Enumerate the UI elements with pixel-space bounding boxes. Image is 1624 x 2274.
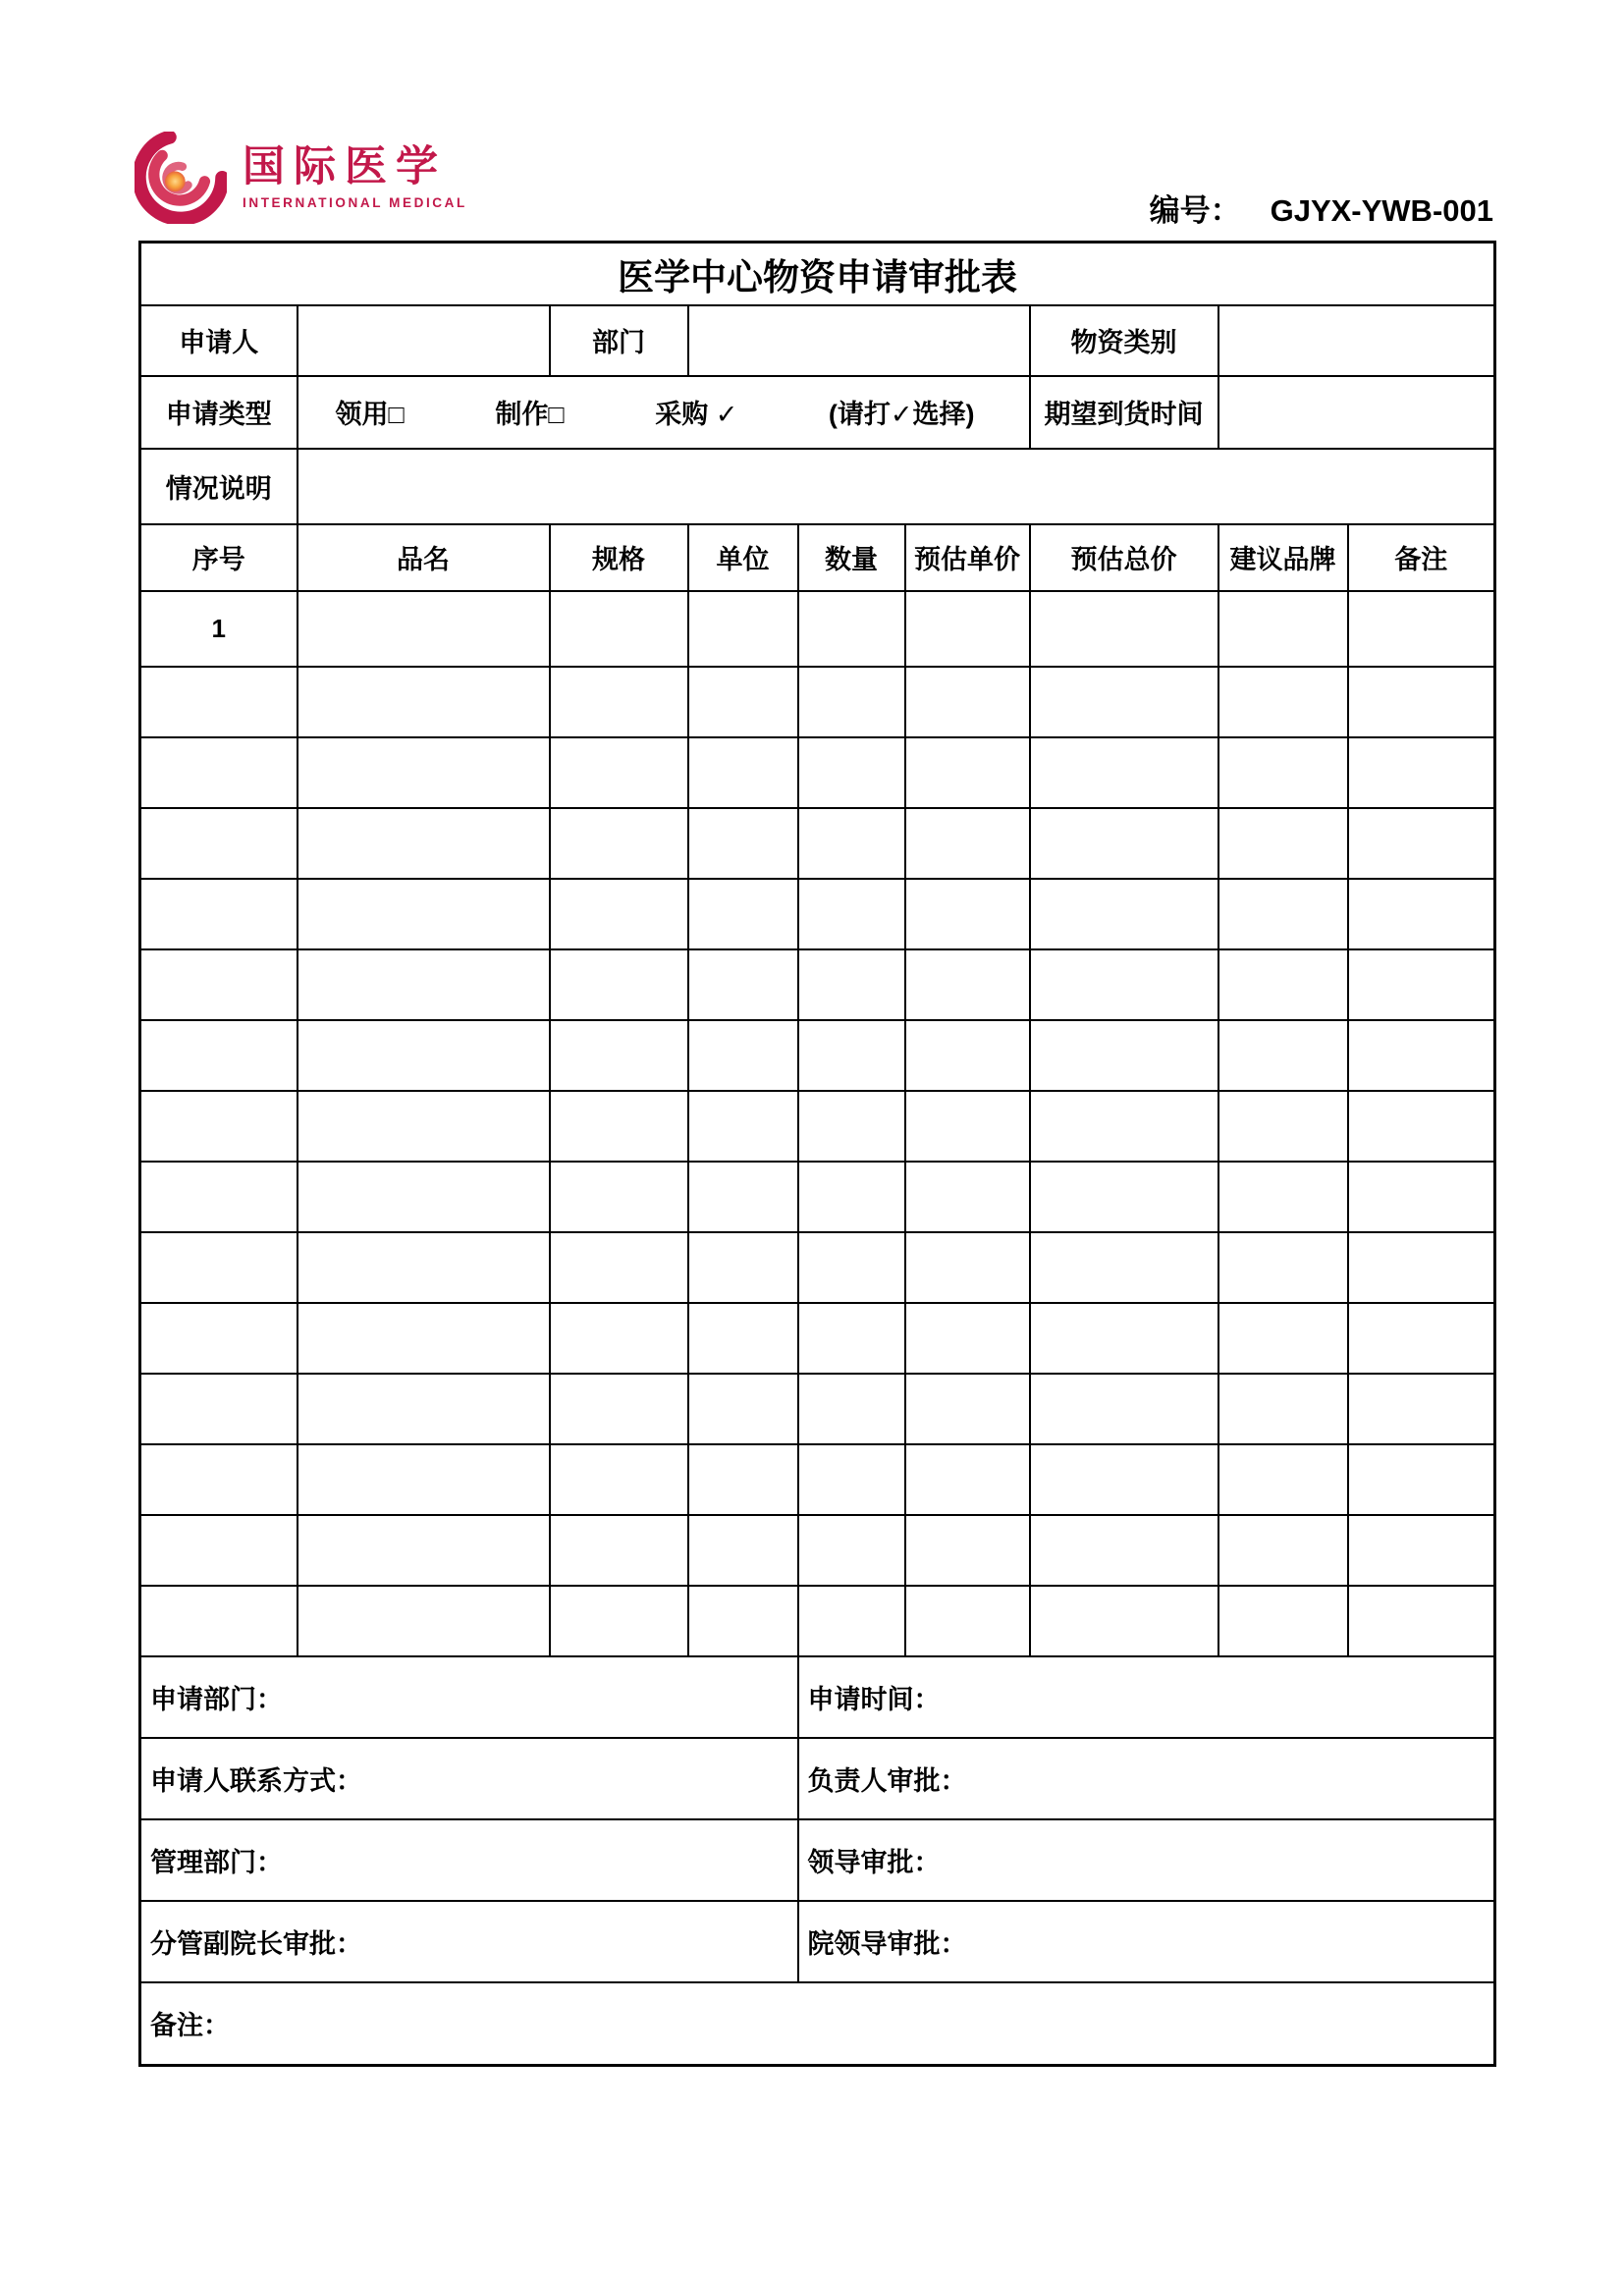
empty-cell	[298, 949, 550, 1020]
item-index-cell: 1	[140, 591, 298, 667]
empty-cell	[1218, 1303, 1348, 1374]
col-header-spec: 规格	[550, 524, 688, 591]
empty-cell	[1348, 1020, 1495, 1091]
empty-cell	[140, 1374, 298, 1444]
type-option-purchase-checked: 采购 ✓	[655, 400, 738, 429]
item-row	[140, 1444, 1495, 1515]
item-row	[140, 667, 1495, 737]
empty-cell	[688, 949, 798, 1020]
empty-cell	[798, 1444, 905, 1515]
empty-cell	[1218, 949, 1348, 1020]
empty-cell	[550, 1586, 688, 1656]
empty-cell	[1030, 1374, 1218, 1444]
empty-cell	[798, 808, 905, 879]
empty-cell	[798, 1091, 905, 1162]
col-header-unit: 单位	[688, 524, 798, 591]
empty-cell	[798, 879, 905, 949]
empty-cell	[688, 1444, 798, 1515]
empty-cell	[1030, 1586, 1218, 1656]
logo	[135, 132, 467, 224]
form-title-row	[140, 243, 1495, 305]
col-header-index: 序号	[140, 524, 298, 591]
empty-cell	[1348, 667, 1495, 737]
empty-cell	[688, 1232, 798, 1303]
empty-cell	[1030, 1515, 1218, 1586]
empty-cell	[1348, 1232, 1495, 1303]
empty-cell	[1030, 667, 1218, 737]
empty-cell	[688, 737, 798, 808]
empty-cell	[798, 1374, 905, 1444]
empty-cell	[1218, 1162, 1348, 1232]
empty-cell	[550, 1232, 688, 1303]
situation-label: 情况说明	[140, 449, 298, 524]
empty-cell	[798, 737, 905, 808]
empty-cell	[1030, 1020, 1218, 1091]
empty-cell	[298, 1586, 550, 1656]
empty-cell	[298, 808, 550, 879]
empty-cell	[1218, 808, 1348, 879]
empty-cell	[798, 1162, 905, 1232]
doc-number	[1150, 186, 1493, 230]
empty-cell	[140, 1586, 298, 1656]
info-row-request-type	[140, 376, 1495, 449]
manager-approval-label: 负责人审批：	[798, 1738, 1495, 1819]
col-header-name: 品名	[298, 524, 550, 591]
item-row	[140, 1232, 1495, 1303]
item-row	[140, 808, 1495, 879]
empty-cell	[298, 591, 550, 667]
logo-name-en: INTERNATIONAL MEDICAL	[243, 194, 467, 210]
empty-cell	[1218, 591, 1348, 667]
empty-cell	[798, 1020, 905, 1091]
empty-cell	[298, 737, 550, 808]
empty-cell	[550, 879, 688, 949]
empty-cell	[688, 667, 798, 737]
empty-cell	[905, 1091, 1030, 1162]
empty-cell	[688, 1303, 798, 1374]
empty-cell	[688, 808, 798, 879]
info-row-situation	[140, 449, 1495, 524]
empty-cell	[140, 1232, 298, 1303]
item-row	[140, 1586, 1495, 1656]
empty-cell	[905, 667, 1030, 737]
empty-cell	[1218, 879, 1348, 949]
empty-cell	[905, 1303, 1030, 1374]
footer-row-admin	[140, 1819, 1495, 1901]
empty-cell	[298, 879, 550, 949]
empty-cell	[1348, 1091, 1495, 1162]
col-header-remark: 备注	[1348, 524, 1495, 591]
empty-cell	[1030, 1303, 1218, 1374]
expected-arrival-value-cell	[1218, 376, 1495, 449]
item-row	[140, 737, 1495, 808]
request-type-options-cell	[298, 376, 1030, 449]
empty-cell	[140, 667, 298, 737]
empty-cell	[140, 1020, 298, 1091]
applicant-value-cell	[298, 305, 550, 376]
empty-cell	[1218, 1444, 1348, 1515]
empty-cell	[550, 1303, 688, 1374]
empty-cell	[550, 737, 688, 808]
empty-cell	[298, 1303, 550, 1374]
empty-cell	[905, 1162, 1030, 1232]
empty-cell	[1348, 1374, 1495, 1444]
doc-number-label: 编号：	[1149, 193, 1241, 228]
material-category-value-cell	[1218, 305, 1495, 376]
empty-cell	[905, 1515, 1030, 1586]
empty-cell	[140, 879, 298, 949]
empty-cell	[1348, 1303, 1495, 1374]
empty-cell	[298, 1091, 550, 1162]
col-header-qty: 数量	[798, 524, 905, 591]
empty-cell	[905, 737, 1030, 808]
empty-cell	[550, 949, 688, 1020]
empty-cell	[905, 1020, 1030, 1091]
empty-cell	[798, 949, 905, 1020]
empty-cell	[1348, 1162, 1495, 1232]
empty-cell	[1218, 1020, 1348, 1091]
logo-name-zh: 国际医学	[243, 143, 447, 191]
applicant-contact-label: 申请人联系方式：	[140, 1738, 798, 1819]
international-medical-logo-icon	[135, 132, 227, 224]
empty-cell	[688, 1515, 798, 1586]
empty-cell	[298, 1374, 550, 1444]
empty-cell	[298, 667, 550, 737]
empty-cell	[1030, 1232, 1218, 1303]
applicant-label: 申请人	[140, 305, 298, 376]
empty-cell	[1218, 1374, 1348, 1444]
empty-cell	[1030, 879, 1218, 949]
request-department-label: 申请部门：	[140, 1656, 798, 1738]
empty-cell	[140, 808, 298, 879]
empty-cell	[905, 1586, 1030, 1656]
empty-cell	[798, 1515, 905, 1586]
empty-cell	[1348, 879, 1495, 949]
empty-cell	[688, 1586, 798, 1656]
empty-cell	[688, 591, 798, 667]
empty-cell	[1030, 1162, 1218, 1232]
col-header-est-total-price: 预估总价	[1030, 524, 1218, 591]
doc-number-value: GJYX-YWB-001	[1270, 193, 1493, 228]
info-row-applicant	[140, 305, 1495, 376]
empty-cell	[1218, 1232, 1348, 1303]
empty-cell	[1348, 1444, 1495, 1515]
empty-cell	[298, 1515, 550, 1586]
empty-cell	[550, 1091, 688, 1162]
col-header-est-unit-price: 预估单价	[905, 524, 1030, 591]
items-header-row	[140, 524, 1495, 591]
item-row	[140, 1091, 1495, 1162]
empty-cell	[1348, 1586, 1495, 1656]
empty-cell	[1218, 1091, 1348, 1162]
empty-cell	[1218, 1586, 1348, 1656]
situation-value-cell	[298, 449, 1495, 524]
empty-cell	[550, 591, 688, 667]
empty-cell	[1030, 808, 1218, 879]
department-label: 部门	[550, 305, 688, 376]
empty-cell	[140, 1515, 298, 1586]
item-row	[140, 591, 1495, 667]
empty-cell	[140, 949, 298, 1020]
empty-cell	[905, 949, 1030, 1020]
empty-cell	[688, 1162, 798, 1232]
empty-cell	[140, 737, 298, 808]
empty-cell	[688, 1020, 798, 1091]
note-label: 备注：	[140, 1982, 1495, 2066]
request-date-label: 申请时间：	[798, 1656, 1495, 1738]
col-header-suggested-brand: 建议品牌	[1218, 524, 1348, 591]
empty-cell	[905, 808, 1030, 879]
empty-cell	[550, 1162, 688, 1232]
empty-cell	[1030, 1444, 1218, 1515]
empty-cell	[1030, 1091, 1218, 1162]
request-type-label: 申请类型	[140, 376, 298, 449]
empty-cell	[298, 1020, 550, 1091]
leader-approval-label: 领导审批：	[798, 1819, 1495, 1901]
empty-cell	[1030, 591, 1218, 667]
empty-cell	[688, 1091, 798, 1162]
empty-cell	[798, 1586, 905, 1656]
item-row	[140, 1162, 1495, 1232]
empty-cell	[798, 1303, 905, 1374]
item-row	[140, 1374, 1495, 1444]
empty-cell	[550, 1444, 688, 1515]
hospital-leader-approval-label: 院领导审批：	[798, 1901, 1495, 1982]
expected-arrival-label: 期望到货时间	[1030, 376, 1218, 449]
empty-cell	[1348, 949, 1495, 1020]
empty-cell	[798, 591, 905, 667]
empty-cell	[1218, 1515, 1348, 1586]
empty-cell	[140, 1162, 298, 1232]
empty-cell	[1030, 737, 1218, 808]
item-row	[140, 879, 1495, 949]
material-request-form	[138, 241, 1496, 2067]
empty-cell	[550, 1374, 688, 1444]
empty-cell	[298, 1232, 550, 1303]
empty-cell	[550, 1515, 688, 1586]
department-value-cell	[688, 305, 1030, 376]
item-row	[140, 1303, 1495, 1374]
type-option-receive: 领用□	[335, 400, 405, 429]
empty-cell	[905, 1444, 1030, 1515]
item-row	[140, 1515, 1495, 1586]
empty-cell	[688, 1374, 798, 1444]
vice-president-approval-label: 分管副院长审批：	[140, 1901, 798, 1982]
admin-department-label: 管理部门：	[140, 1819, 798, 1901]
form-title: 医学中心物资申请审批表	[140, 243, 1495, 305]
empty-cell	[140, 1303, 298, 1374]
empty-cell	[798, 1232, 905, 1303]
empty-cell	[905, 1374, 1030, 1444]
empty-cell	[550, 808, 688, 879]
empty-cell	[798, 667, 905, 737]
empty-cell	[905, 591, 1030, 667]
footer-row-department	[140, 1656, 1495, 1738]
empty-cell	[905, 879, 1030, 949]
empty-cell	[298, 1162, 550, 1232]
empty-cell	[550, 1020, 688, 1091]
type-hint: (请打✓选择)	[828, 400, 975, 429]
empty-cell	[688, 879, 798, 949]
empty-cell	[1218, 737, 1348, 808]
empty-cell	[1030, 949, 1218, 1020]
empty-cell	[140, 1091, 298, 1162]
empty-cell	[1348, 737, 1495, 808]
item-row	[140, 949, 1495, 1020]
type-option-make: 制作□	[495, 400, 565, 429]
empty-cell	[1218, 667, 1348, 737]
footer-row-vp	[140, 1901, 1495, 1982]
empty-cell	[905, 1232, 1030, 1303]
empty-cell	[140, 1444, 298, 1515]
empty-cell	[298, 1444, 550, 1515]
footer-row-contact	[140, 1738, 1495, 1819]
empty-cell	[1348, 1515, 1495, 1586]
empty-cell	[1348, 808, 1495, 879]
empty-cell	[1348, 591, 1495, 667]
item-row	[140, 1020, 1495, 1091]
empty-cell	[550, 667, 688, 737]
note-row	[140, 1982, 1495, 2066]
material-category-label: 物资类别	[1030, 305, 1218, 376]
